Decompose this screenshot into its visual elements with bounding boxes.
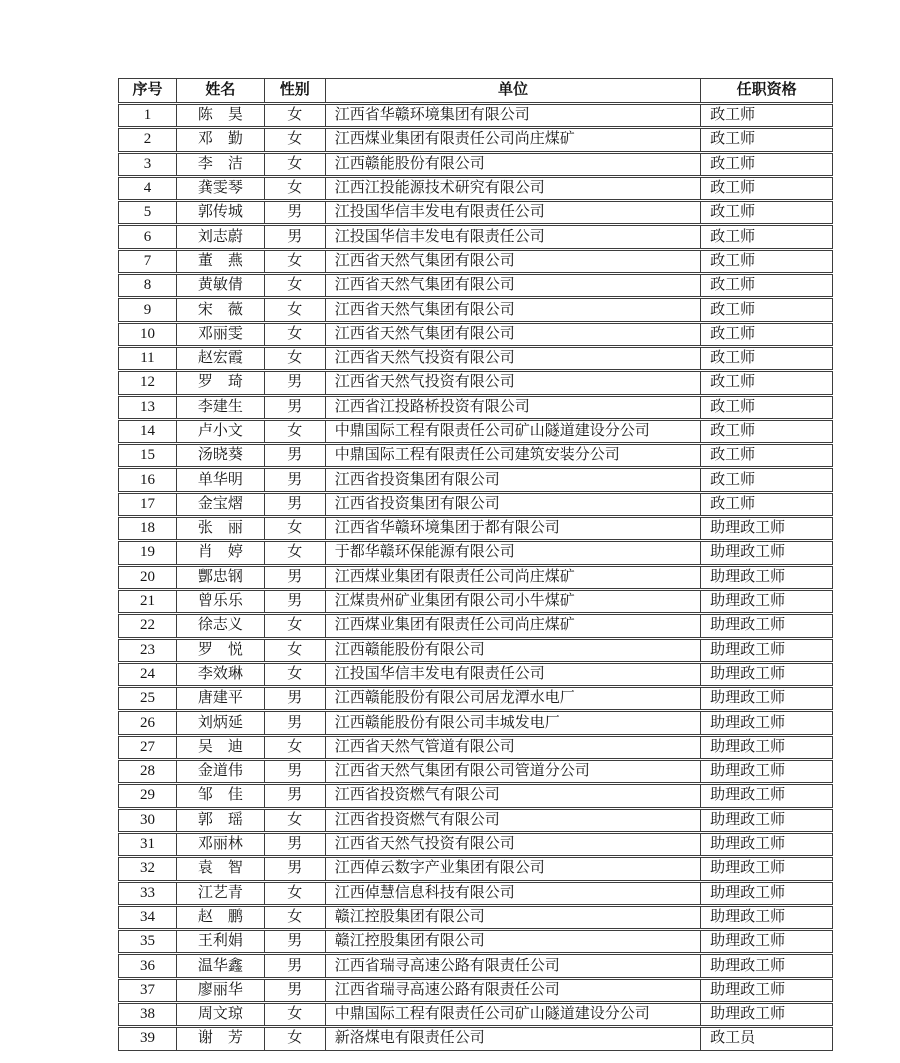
cell-name: 董 燕 — [177, 251, 265, 272]
cell-qualification: 助理政工师 — [710, 520, 786, 537]
cell-name: 张 丽 — [177, 518, 265, 539]
cell-unit: 江西省投资集团有限公司 — [326, 494, 701, 515]
cell-name: 李 洁 — [177, 154, 265, 175]
cell-index: 14 — [119, 421, 177, 442]
cell-qualification: 助理政工师 — [710, 714, 786, 731]
cell-index: 26 — [119, 712, 177, 733]
cell-unit: 江西省投资燃气有限公司 — [326, 785, 701, 806]
table-row — [118, 104, 833, 127]
table-row — [118, 639, 833, 662]
cell-gender: 女 — [265, 664, 326, 685]
cell-unit: 江西省天然气集团有限公司 — [326, 324, 701, 345]
cell-name: 邓 勤 — [177, 129, 265, 150]
cell-gender: 男 — [265, 980, 326, 1001]
cell-gender: 女 — [265, 275, 326, 296]
cell-index: 37 — [119, 980, 177, 1001]
table-row — [118, 225, 833, 248]
cell-qualification: 助理政工师 — [710, 763, 786, 780]
cell-name: 温华鑫 — [177, 955, 265, 976]
table-row — [118, 371, 833, 394]
cell-gender: 男 — [265, 712, 326, 733]
cell-unit: 江西省天然气投资有限公司 — [326, 834, 701, 855]
table-row — [118, 833, 833, 856]
cell-gender: 女 — [265, 1004, 326, 1025]
cell-qualification: 政工师 — [710, 495, 756, 512]
cell-gender: 女 — [265, 129, 326, 150]
cell-index: 2 — [119, 129, 177, 150]
cell-index: 30 — [119, 810, 177, 831]
cell-gender: 男 — [265, 955, 326, 976]
cell-unit: 江西省江投路桥投资有限公司 — [326, 397, 701, 418]
table-row — [118, 979, 833, 1002]
cell-gender: 男 — [265, 445, 326, 466]
cell-unit: 江西赣能股份有限公司居龙潭水电厂 — [326, 688, 701, 709]
cell-index: 20 — [119, 567, 177, 588]
cell-unit: 江西省瑞寻高速公路有限责任公司 — [326, 955, 701, 976]
table-row — [118, 760, 833, 783]
cell-qualification: 政工师 — [710, 325, 756, 342]
cell-unit: 江投国华信丰发电有限责任公司 — [326, 664, 701, 685]
cell-gender: 女 — [265, 640, 326, 661]
cell-index: 11 — [119, 348, 177, 369]
cell-index: 39 — [119, 1028, 177, 1049]
cell-unit: 赣江控股集团有限公司 — [326, 907, 701, 928]
cell-index: 7 — [119, 251, 177, 272]
cell-qualification: 政工师 — [710, 155, 756, 172]
cell-index: 22 — [119, 615, 177, 636]
cell-name: 刘炳延 — [177, 712, 265, 733]
table-row — [118, 614, 833, 637]
cell-qualification: 助理政工师 — [710, 690, 786, 707]
cell-name: 罗 悦 — [177, 640, 265, 661]
cell-unit: 江西省投资集团有限公司 — [326, 469, 701, 490]
cell-name: 陈 昊 — [177, 105, 265, 126]
table-row — [118, 298, 833, 321]
cell-name: 汤晓葵 — [177, 445, 265, 466]
cell-qualification: 助理政工师 — [710, 738, 786, 755]
cell-gender: 女 — [265, 154, 326, 175]
cell-index: 10 — [119, 324, 177, 345]
table-row — [118, 347, 833, 370]
cell-index: 21 — [119, 591, 177, 612]
table-row — [118, 711, 833, 734]
cell-index: 36 — [119, 955, 177, 976]
cell-qualification: 政工师 — [710, 180, 756, 197]
cell-unit: 江投国华信丰发电有限责任公司 — [326, 226, 701, 247]
cell-unit: 江西省天然气集团有限公司管道分公司 — [326, 761, 701, 782]
cell-gender: 女 — [265, 251, 326, 272]
header-cell-name: 姓名 — [177, 79, 265, 102]
cell-qualification: 助理政工师 — [710, 908, 786, 925]
cell-qualification: 政工师 — [710, 423, 756, 439]
cell-name: 郭 瑶 — [177, 810, 265, 831]
cell-name: 赵宏霞 — [177, 348, 265, 369]
cell-name: 邓丽林 — [177, 834, 265, 855]
table-row — [118, 128, 833, 151]
cell-index: 5 — [119, 202, 177, 223]
cell-qualification: 政工师 — [710, 277, 756, 294]
cell-name: 刘志蔚 — [177, 226, 265, 247]
cell-name: 李效琳 — [177, 664, 265, 685]
cell-unit: 江西省瑞寻高速公路有限责任公司 — [326, 980, 701, 1001]
cell-unit: 江投国华信丰发电有限责任公司 — [326, 202, 701, 223]
cell-unit: 江西省天然气管道有限公司 — [326, 737, 701, 758]
cell-gender: 女 — [265, 421, 326, 442]
cell-name: 曾乐乐 — [177, 591, 265, 612]
cell-name: 单华明 — [177, 469, 265, 490]
cell-index: 24 — [119, 664, 177, 685]
cell-unit: 江西赣能股份有限公司 — [326, 640, 701, 661]
cell-qualification: 助理政工师 — [710, 811, 786, 828]
cell-name: 金宝熠 — [177, 494, 265, 515]
cell-gender: 男 — [265, 397, 326, 418]
cell-unit: 江西省投资燃气有限公司 — [326, 810, 701, 831]
cell-gender: 男 — [265, 785, 326, 806]
cell-qualification: 政工师 — [710, 228, 756, 245]
table-row — [118, 274, 833, 297]
cell-index: 6 — [119, 226, 177, 247]
cell-gender: 女 — [265, 348, 326, 369]
cell-gender: 男 — [265, 469, 326, 490]
table-row — [118, 663, 833, 686]
cell-unit: 中鼎国际工程有限责任公司矿山隧道建设分公司 — [326, 421, 701, 442]
cell-unit: 江西倬慧信息科技有限公司 — [326, 883, 701, 904]
cell-index: 18 — [119, 518, 177, 539]
cell-name: 肖 婷 — [177, 542, 265, 563]
cell-unit: 新洛煤电有限责任公司 — [326, 1028, 701, 1049]
cell-qualification: 助理政工师 — [710, 665, 786, 682]
table-row — [118, 590, 833, 613]
cell-index: 15 — [119, 445, 177, 466]
cell-qualification: 助理政工师 — [710, 568, 786, 585]
cell-unit: 江西赣能股份有限公司丰城发电厂 — [326, 712, 701, 733]
cell-index: 38 — [119, 1004, 177, 1025]
cell-qualification: 助理政工师 — [710, 933, 786, 950]
cell-index: 3 — [119, 154, 177, 175]
cell-name: 谢 芳 — [177, 1028, 265, 1049]
table-row — [118, 493, 833, 516]
cell-gender: 男 — [265, 494, 326, 515]
cell-qualification: 助理政工师 — [710, 641, 786, 658]
cell-name: 黄敏倩 — [177, 275, 265, 296]
cell-index: 29 — [119, 785, 177, 806]
cell-index: 25 — [119, 688, 177, 709]
table-row — [118, 541, 833, 564]
cell-index: 12 — [119, 372, 177, 393]
cell-index: 8 — [119, 275, 177, 296]
cell-gender: 女 — [265, 105, 326, 126]
cell-gender: 女 — [265, 178, 326, 199]
cell-unit: 江西倬云数字产业集团有限公司 — [326, 858, 701, 879]
cell-name: 周文琼 — [177, 1004, 265, 1025]
table-row — [118, 736, 833, 759]
cell-index: 32 — [119, 858, 177, 879]
cell-gender: 女 — [265, 542, 326, 563]
table-row — [118, 444, 833, 467]
cell-name: 袁 智 — [177, 858, 265, 879]
cell-index: 33 — [119, 883, 177, 904]
cell-unit: 江西煤业集团有限责任公司尚庄煤矿 — [326, 129, 701, 150]
cell-name: 王利娟 — [177, 931, 265, 952]
cell-qualification: 助理政工师 — [710, 860, 786, 877]
cell-name: 邓丽雯 — [177, 324, 265, 345]
cell-unit: 江西省天然气投资有限公司 — [326, 348, 701, 369]
cell-gender: 女 — [265, 883, 326, 904]
cell-qualification: 政工师 — [710, 107, 756, 124]
cell-unit: 江煤贵州矿业集团有限公司小牛煤矿 — [326, 591, 701, 612]
cell-gender: 女 — [265, 299, 326, 320]
cell-qualification: 助理政工师 — [710, 787, 786, 804]
cell-gender: 女 — [265, 810, 326, 831]
cell-index: 23 — [119, 640, 177, 661]
cell-gender: 男 — [265, 761, 326, 782]
cell-name: 李建生 — [177, 397, 265, 418]
cell-gender: 男 — [265, 202, 326, 223]
cell-unit: 江西煤业集团有限责任公司尚庄煤矿 — [326, 615, 701, 636]
table-row — [118, 882, 833, 905]
cell-gender: 女 — [265, 324, 326, 345]
table-row — [118, 809, 833, 832]
cell-gender: 男 — [265, 858, 326, 879]
cell-name: 酆忠钢 — [177, 567, 265, 588]
table-row — [118, 177, 833, 200]
cell-index: 13 — [119, 397, 177, 418]
cell-qualification: 政工师 — [710, 447, 756, 464]
header-cell-gender: 性别 — [265, 79, 326, 102]
cell-index: 16 — [119, 469, 177, 490]
cell-qualification: 政工师 — [710, 350, 756, 367]
cell-gender: 男 — [265, 834, 326, 855]
cell-gender: 女 — [265, 737, 326, 758]
header-cell-qualification: 任职资格 — [736, 82, 797, 98]
cell-unit: 江西赣能股份有限公司 — [326, 154, 701, 175]
table-row — [118, 517, 833, 540]
cell-gender: 男 — [265, 591, 326, 612]
cell-gender: 男 — [265, 931, 326, 952]
cell-qualification: 政工师 — [710, 398, 756, 415]
cell-name: 赵 鹏 — [177, 907, 265, 928]
cell-index: 28 — [119, 761, 177, 782]
cell-qualification: 政工师 — [710, 252, 756, 269]
table-row — [118, 468, 833, 491]
cell-qualification: 政工师 — [710, 204, 756, 221]
header-cell-index: 序号 — [119, 79, 177, 102]
cell-unit: 江西省天然气投资有限公司 — [326, 372, 701, 393]
cell-unit: 中鼎国际工程有限责任公司建筑安装分公司 — [326, 445, 701, 466]
cell-unit: 赣江控股集团有限公司 — [326, 931, 701, 952]
table-row — [118, 153, 833, 176]
cell-name: 罗 琦 — [177, 372, 265, 393]
cell-gender: 女 — [265, 615, 326, 636]
table-row — [118, 396, 833, 419]
cell-name: 宋 薇 — [177, 299, 265, 320]
cell-index: 9 — [119, 299, 177, 320]
table-row — [118, 323, 833, 346]
cell-qualification: 助理政工师 — [710, 544, 786, 561]
cell-qualification: 政工师 — [710, 131, 756, 148]
cell-index: 34 — [119, 907, 177, 928]
cell-unit: 江西省华赣环境集团于都有限公司 — [326, 518, 701, 539]
table-row — [118, 954, 833, 977]
cell-gender: 男 — [265, 372, 326, 393]
cell-index: 35 — [119, 931, 177, 952]
cell-name: 邹 佳 — [177, 785, 265, 806]
cell-gender: 男 — [265, 688, 326, 709]
cell-unit: 江西省天然气集团有限公司 — [326, 251, 701, 272]
cell-gender: 女 — [265, 907, 326, 928]
cell-name: 吴 迪 — [177, 737, 265, 758]
cell-name: 龚雯琴 — [177, 178, 265, 199]
table-row — [118, 784, 833, 807]
table-body — [118, 104, 833, 1051]
table-row — [118, 250, 833, 273]
table-row — [118, 906, 833, 929]
cell-qualification: 政工师 — [710, 301, 756, 318]
cell-name: 金道伟 — [177, 761, 265, 782]
table-row — [118, 1027, 833, 1050]
cell-qualification: 政工员 — [710, 1030, 756, 1047]
table-row — [118, 930, 833, 953]
cell-index: 31 — [119, 834, 177, 855]
cell-gender: 男 — [265, 226, 326, 247]
cell-index: 1 — [119, 105, 177, 126]
cell-unit: 于都华赣环保能源有限公司 — [326, 542, 701, 563]
cell-name: 卢小文 — [177, 421, 265, 442]
table-row — [118, 857, 833, 880]
cell-index: 19 — [119, 542, 177, 563]
cell-qualification: 政工师 — [710, 471, 756, 488]
qualification-table — [118, 78, 833, 1051]
cell-index: 4 — [119, 178, 177, 199]
cell-gender: 女 — [265, 1028, 326, 1049]
cell-qualification: 助理政工师 — [710, 617, 786, 634]
cell-qualification: 政工师 — [710, 374, 756, 391]
cell-gender: 男 — [265, 567, 326, 588]
cell-gender: 女 — [265, 518, 326, 539]
cell-unit: 中鼎国际工程有限责任公司矿山隧道建设分公司 — [326, 1004, 701, 1025]
cell-qualification: 助理政工师 — [710, 836, 786, 853]
cell-name: 唐建平 — [177, 688, 265, 709]
cell-qualification: 助理政工师 — [710, 593, 786, 610]
header-cell-unit: 单位 — [326, 79, 701, 102]
cell-qualification: 助理政工师 — [710, 981, 786, 998]
cell-index: 17 — [119, 494, 177, 515]
cell-unit: 江西江投能源技术研究有限公司 — [326, 178, 701, 199]
cell-name: 廖丽华 — [177, 980, 265, 1001]
table-row — [118, 201, 833, 224]
cell-qualification: 助理政工师 — [710, 884, 786, 901]
cell-unit: 江西煤业集团有限责任公司尚庄煤矿 — [326, 567, 701, 588]
cell-name: 江艺青 — [177, 883, 265, 904]
table-header-row — [118, 78, 833, 103]
cell-unit: 江西省天然气集团有限公司 — [326, 275, 701, 296]
cell-qualification: 助理政工师 — [710, 957, 786, 974]
cell-unit: 江西省天然气集团有限公司 — [326, 299, 701, 320]
table-row — [118, 566, 833, 589]
cell-unit: 江西省华赣环境集团有限公司 — [326, 105, 701, 126]
cell-name: 郭传城 — [177, 202, 265, 223]
cell-qualification: 助理政工师 — [710, 1006, 786, 1023]
table-row — [118, 1003, 833, 1026]
table-row — [118, 687, 833, 710]
cell-index: 27 — [119, 737, 177, 758]
table-row — [118, 420, 833, 443]
cell-name: 徐志义 — [177, 615, 265, 636]
